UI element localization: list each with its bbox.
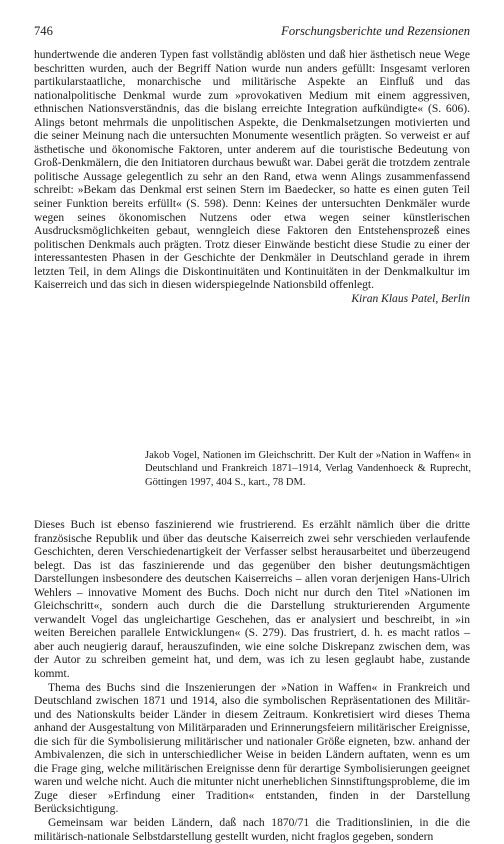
review-1: [34, 49, 470, 306]
review-2-paragraph-1: Dieses Buch ist ebenso faszinierend wie frustrierend. Es erzählt nämlich über die dritte französische Republik und über das deutsche Kaiserreich zwei sehr verschieden verlaufende Geschichten, deren Verschiedenartigkeit der Verfasser selbst herausarbeitet und überzeugend belegt. Das ist das faszinierende und das gegenüber den bisher deutungsmächtigen Darstellungen insbesondere des deutschen Kaiserreichs – allen voran derjenigen Hans-Ulrich Wehlers – innovative Moment des Buchs. Doch nicht nur durch den Titel »Nationen im Gleichschritt«, sondern auch durch die die Darstellung strukturierenden Argumente verwandelt Vogel das ungleichartige Geschehen, das er analysiert und beschreibt, in »in weiten Bereichen parallele Entwicklungen« (S. 279). Das frustriert, d. h. es macht ratlos – aber auch neugierig darauf, herauszufinden, wie eine solche Diskrepanz zwischen dem, was der Autor zu schreiben gemeint hat, und dem, was ich zu lesen geglaubt habe, zustande kommt.: [34, 519, 470, 681]
review-1-paragraph: [34, 49, 470, 305]
running-title: Forschungsberichte und Rezensionen: [281, 24, 470, 38]
review-2-paragraph-2: Thema des Buchs sind die Inszenierungen der »Nation in Waffen« in Frankreich und Deutschland zwischen 1871 und 1914, also die symbolischen Repräsentationen des Militär- und des Nationskults beider Länder in diesem Zeitraum. Konkretisiert wird dieses Thema anhand der Ausgestaltung von Militärparaden und Erinnerungsfeiern militärischer Ereignisse, die sich für die Symbolisierung militärischer und nationaler Größe eigneten, bzw. anhand der Ambivalenzen, die sich in unterschiedlicher Weise in beiden Ländern auftaten, wenn es um die Frage ging, welche militärischen Ereignisse denn für derartige Symbolisierungen geeignet waren und welche nicht. Auch die mitunter nicht unerheblichen Sinnstiftungsprobleme, die im Zuge dieser »Erfindung einer Tradition« entstanden, finden in der Darstellung Berücksichtigung.: [34, 681, 470, 816]
page-number: 746: [34, 24, 53, 38]
bibliographic-entry: Jakob Vogel, Nationen im Gleichschritt. Der Kult der »Nation in Waffen« in Deutschland und Frankreich 1871–1914, Verlag Vandenhoeck & Ruprecht, Göttingen 1997, 404 S., kart., 78 DM.: [145, 450, 471, 488]
reviewer-signature: Kiran Klaus Patel, Berlin: [351, 292, 470, 305]
review-2: [34, 519, 470, 844]
review-1-text: hundertwende die anderen Typen fast vollständig ablösten und daß hier ästhetisch neue Wege beschritten wurden, auch der Begriff Nation wurde nun anders gefüllt: Insgesamt verloren partikularstaatliche, monarchische und militärische Aspekte an Einfluß und das nationalpolitische Denkmal wurde zum »provokativen Medium mit einem aggressiven, ethnischen Nationsverständnis, das die bislang erreichte Integration aufkündigte« (S. 606). Alings betont mehrmals die unpolitischen Aspekte, die Denkmalsetzungen motivierten und die seiner Meinung nach die untersuchten Monumente wesentlich prägten. So verweist er auf ästhetische und ökonomische Faktoren, unter anderem auf die touristische Bedeutung von Groß-Denkmälern, die den Initiatoren durchaus bewußt war. Dabei gerät die trotzdem zentrale politische Aussage gelegentlich zu sehr an den Rand, etwa wenn Alings zusammenfassend schreibt: »Bekam das Denkmal erst seinen Stern im Baedecker, so hatte es einen guten Teil seiner Funktion bereits erfüllt« (S. 598). Denn: Keines der untersuchten Denkmäler wurde wegen seines ökonomischen Nutzens oder etwa wegen seiner künstlerischen Ausdrucksmöglichkeiten gebaut, wenngleich diese Faktoren den Entstehensprozeß eines politischen Denkmals auch prägten. Trotz dieser Einwände besticht diese Studie zu einer der interessantesten Phasen in der Geschichte der Denkmäler in Deutschland gerade in ihrem letzten Teil, in dem Alings die Diskontinuitäten und Kontinuitäten in der Denkmalkultur im Kaiserreich und das sich in diesen widerspiegelnde Nationsbild offenlegt.: [34, 49, 470, 292]
page-header: [34, 24, 470, 40]
review-2-paragraph-3: Gemeinsam war beiden Ländern, daß nach 1870/71 die Traditionslinien, in die die militärisch-nationale Selbstdarstellung gestellt wurden, nicht fraglos gegeben, sondern: [34, 817, 470, 843]
